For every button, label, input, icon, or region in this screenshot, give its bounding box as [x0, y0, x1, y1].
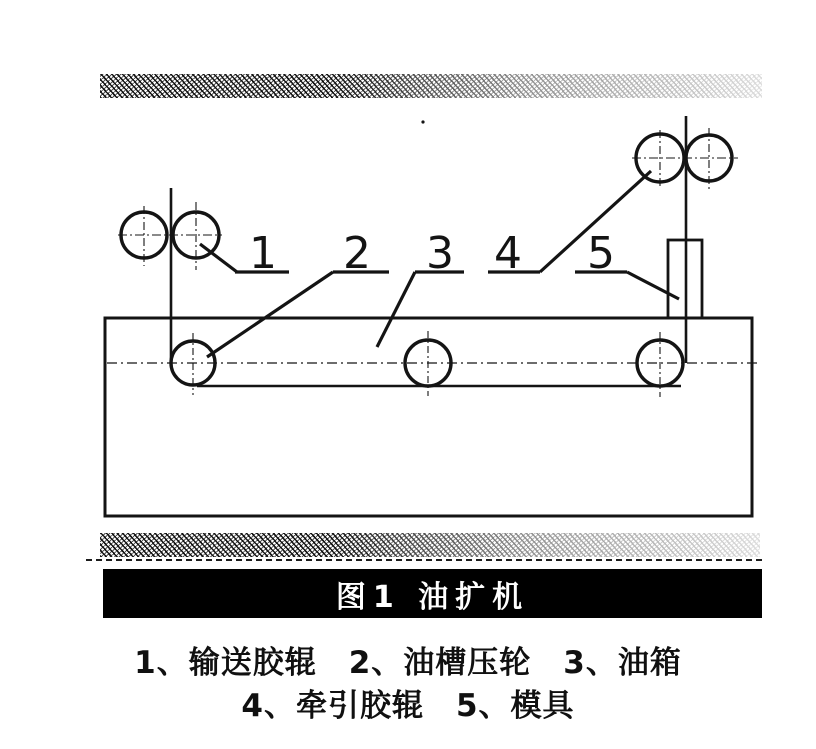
figure-caption-line-1: 1、输送胶辊 2、油槽压轮 3、油箱	[134, 645, 682, 681]
part-label-3: 3	[426, 228, 454, 279]
leader-3	[377, 272, 464, 347]
figure-caption-line-2: 4、牵引胶辊 5、模具	[241, 688, 575, 724]
figure-title-bar	[103, 569, 762, 618]
figure-title: 图1 油扩机	[335, 579, 530, 615]
part-label-5: 5	[587, 228, 615, 279]
part-label-1: 1	[249, 228, 277, 279]
part-label-2: 2	[343, 228, 371, 279]
scan-dashed-rule	[86, 559, 762, 561]
scan-speck	[421, 120, 424, 123]
leader-2	[207, 272, 389, 357]
scan-noise-band-bottom	[100, 533, 760, 557]
part-label-4: 4	[494, 228, 522, 279]
